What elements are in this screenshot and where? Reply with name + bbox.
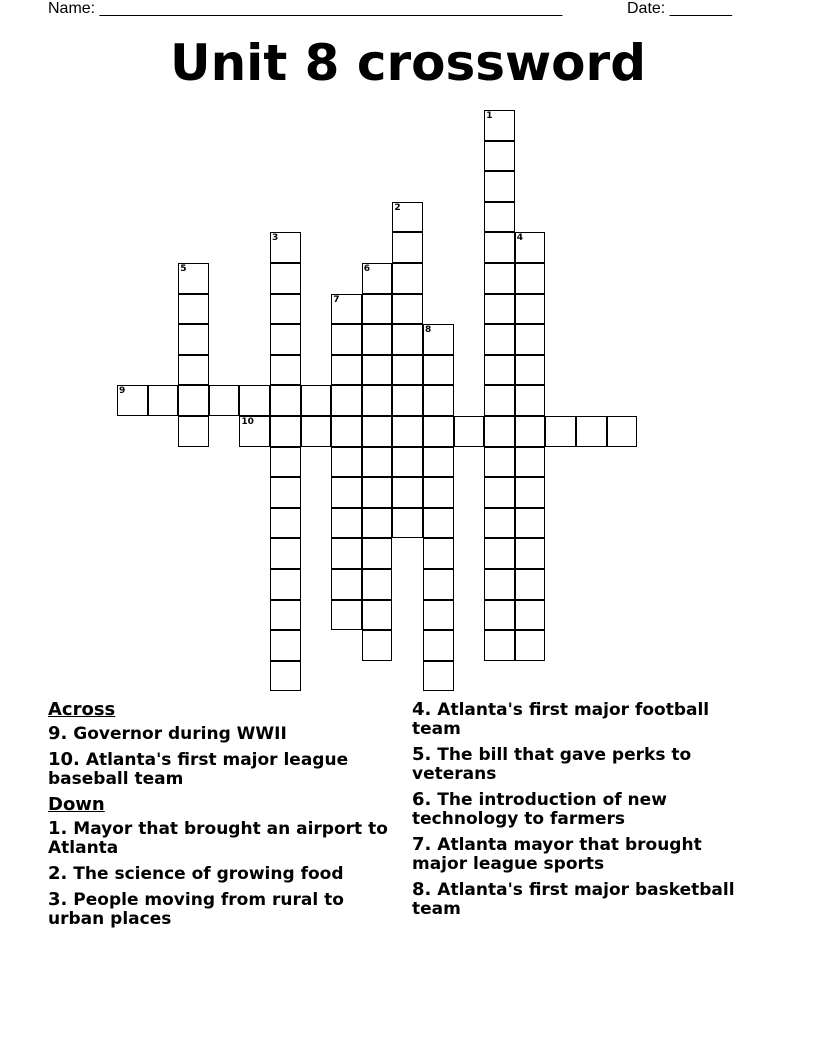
grid-cell[interactable] [270, 355, 301, 386]
grid-cell[interactable] [331, 538, 362, 569]
grid-cell[interactable] [484, 416, 515, 447]
clue-down-2 [48, 864, 388, 884]
grid-cell[interactable] [484, 600, 515, 631]
grid-cell[interactable] [270, 416, 301, 447]
grid-cell[interactable] [484, 263, 515, 294]
grid-cell[interactable] [392, 385, 423, 416]
page-title: Unit 8 crossword [169, 34, 646, 92]
clue-number: 10. [48, 749, 80, 770]
grid-cell[interactable] [362, 508, 393, 539]
grid-cell[interactable] [270, 385, 301, 416]
grid-cell[interactable] [515, 630, 546, 661]
grid-cell[interactable] [362, 416, 393, 447]
grid-cell[interactable] [484, 294, 515, 325]
grid-cell[interactable] [331, 355, 362, 386]
grid-cell[interactable] [423, 630, 454, 661]
clue-text: Atlanta's first major basketball team [412, 880, 735, 919]
grid-cell[interactable] [423, 447, 454, 478]
grid-cell[interactable] [423, 385, 454, 416]
grid-cell[interactable] [178, 294, 209, 325]
grid-cell[interactable] [392, 324, 423, 355]
grid-cell[interactable] [423, 569, 454, 600]
grid-cell[interactable] [301, 385, 332, 416]
grid-cell[interactable] [362, 569, 393, 600]
clue-down-6 [412, 790, 752, 829]
clue-number: 8. [412, 879, 432, 900]
cell-number: 8 [425, 325, 432, 336]
grid-cell[interactable] [515, 355, 546, 386]
grid-cell[interactable] [178, 416, 209, 447]
grid-cell[interactable] [239, 385, 270, 416]
clue-down-4 [412, 700, 752, 739]
grid-cell[interactable] [423, 324, 454, 355]
clue-number: 2. [48, 863, 68, 884]
cell-number: 6 [363, 264, 371, 274]
clue-down-5 [412, 745, 752, 784]
clue-number: 9. [48, 723, 68, 744]
grid-cell[interactable] [362, 477, 393, 508]
clues-right-column [412, 700, 752, 925]
grid-cell[interactable] [362, 355, 393, 386]
grid-cell[interactable] [331, 508, 362, 539]
grid-cell[interactable] [362, 324, 393, 355]
grid-cell[interactable] [178, 324, 209, 355]
grid-cell[interactable] [392, 232, 423, 263]
grid-cell[interactable] [484, 355, 515, 386]
grid-cell[interactable] [515, 600, 546, 631]
grid-cell[interactable] [178, 355, 209, 386]
clue-down-1 [48, 819, 388, 858]
grid-cell[interactable] [362, 447, 393, 478]
clue-across-10 [48, 750, 388, 789]
grid-cell[interactable] [484, 385, 515, 416]
grid-cell[interactable] [270, 630, 301, 661]
grid-cell[interactable] [362, 385, 393, 416]
clue-number: 7. [412, 834, 432, 855]
grid-cell[interactable] [362, 538, 393, 569]
grid-cell[interactable] [331, 447, 362, 478]
grid-cell[interactable] [607, 416, 638, 447]
grid-cell[interactable] [515, 232, 546, 263]
grid-cell[interactable] [515, 416, 546, 447]
grid-cell[interactable] [392, 508, 423, 539]
grid-cell[interactable] [484, 447, 515, 478]
grid-cell[interactable] [362, 600, 393, 631]
grid-cell[interactable] [484, 171, 515, 202]
clue-text: People moving from rural to urban places [48, 890, 344, 929]
clue-number: 5. [412, 744, 432, 765]
clue-number: 4. [412, 699, 432, 720]
grid-cell[interactable] [484, 630, 515, 661]
clue-number: 1. [48, 818, 68, 839]
grid-cell[interactable] [209, 385, 240, 416]
grid-cell[interactable] [117, 385, 148, 416]
grid-cell[interactable] [545, 416, 576, 447]
grid-cell[interactable] [270, 232, 301, 263]
grid-cell[interactable] [239, 416, 270, 447]
grid-cell[interactable] [178, 263, 209, 294]
grid-cell[interactable] [423, 477, 454, 508]
name-field[interactable]: Name: ____________________________________________________ [48, 0, 563, 17]
grid-cell[interactable] [270, 324, 301, 355]
clues-left-column [48, 700, 388, 935]
grid-cell[interactable] [515, 385, 546, 416]
grid-cell[interactable] [392, 294, 423, 325]
grid-cell[interactable] [301, 416, 332, 447]
grid-cell[interactable] [331, 416, 362, 447]
grid-cell[interactable] [392, 447, 423, 478]
cell-number: 5 [180, 264, 187, 274]
grid-cell[interactable] [484, 202, 515, 233]
date-field[interactable]: Date: _______ [627, 0, 732, 17]
grid-cell[interactable] [270, 538, 301, 569]
grid-cell[interactable] [484, 477, 515, 508]
cell-number: 3 [272, 233, 279, 244]
cell-number: 9 [119, 386, 126, 397]
grid-cell[interactable] [515, 324, 546, 355]
grid-cell[interactable] [331, 385, 362, 416]
grid-cell[interactable] [423, 661, 454, 692]
clue-text: Mayor that brought an airport to Atlanta [48, 819, 388, 858]
clue-text: Governor during WWII [73, 724, 287, 744]
grid-cell[interactable] [423, 416, 454, 447]
grid-cell[interactable] [484, 569, 515, 600]
grid-cell[interactable] [484, 508, 515, 539]
grid-cell[interactable] [515, 508, 546, 539]
clue-number: 6. [412, 789, 432, 810]
grid-cell[interactable] [331, 324, 362, 355]
cell-number: 4 [516, 233, 524, 244]
grid-cell[interactable] [423, 600, 454, 631]
grid-cell[interactable] [484, 110, 515, 141]
grid-cell[interactable] [362, 263, 393, 294]
cell-number: 2 [394, 202, 401, 213]
grid-cell[interactable] [484, 141, 515, 172]
clue-across-9 [48, 724, 388, 744]
grid-cell[interactable] [484, 232, 515, 263]
grid-cell[interactable] [270, 508, 301, 539]
grid-cell[interactable] [270, 661, 301, 692]
grid-cell[interactable] [515, 477, 546, 508]
grid-cell[interactable] [515, 538, 546, 569]
grid-cell[interactable] [392, 263, 423, 294]
grid-cell[interactable] [331, 600, 362, 631]
grid-cell[interactable] [423, 538, 454, 569]
grid-cell[interactable] [484, 324, 515, 355]
across-heading: Across [48, 699, 116, 720]
clue-text: Atlanta's first major league baseball team [48, 750, 349, 789]
clue-text: The science of growing food [73, 864, 344, 884]
clue-text: Atlanta mayor that brought major league sports [412, 835, 702, 874]
grid-cell[interactable] [270, 263, 301, 294]
grid-cell[interactable] [331, 477, 362, 508]
down-heading: Down [48, 794, 105, 815]
clue-text: The bill that gave perks to veterans [412, 745, 692, 784]
grid-cell[interactable] [423, 355, 454, 386]
grid-cell[interactable] [331, 569, 362, 600]
grid-cell[interactable] [484, 538, 515, 569]
grid-cell[interactable] [515, 294, 546, 325]
grid-cell[interactable] [178, 385, 209, 416]
grid-cell[interactable] [423, 508, 454, 539]
grid-cell[interactable] [331, 294, 362, 325]
grid-cell[interactable] [515, 263, 546, 294]
cell-number: 7 [333, 294, 340, 305]
grid-cell[interactable] [270, 569, 301, 600]
grid-cell[interactable] [515, 569, 546, 600]
grid-cell[interactable] [576, 416, 607, 447]
grid-cell[interactable] [270, 294, 301, 325]
grid-cell[interactable] [362, 294, 393, 325]
grid-cell[interactable] [270, 600, 301, 631]
clue-down-3 [48, 890, 388, 929]
grid-cell[interactable] [392, 202, 423, 233]
grid-cell[interactable] [362, 630, 393, 661]
grid-cell[interactable] [392, 477, 423, 508]
grid-cell[interactable] [148, 385, 179, 416]
grid-cell[interactable] [270, 477, 301, 508]
grid-cell[interactable] [454, 416, 485, 447]
grid-cell[interactable] [392, 355, 423, 386]
cell-number: 10 [241, 417, 254, 427]
grid-cell[interactable] [515, 447, 546, 478]
clue-down-7 [412, 835, 752, 874]
clue-text: The introduction of new technology to farmers [412, 790, 667, 829]
grid-cell[interactable] [270, 447, 301, 478]
clue-number: 3. [48, 889, 68, 910]
clue-down-8 [412, 880, 752, 919]
grid-cell[interactable] [392, 416, 423, 447]
clue-text: Atlanta's first major football team [412, 700, 710, 739]
cell-number: 1 [486, 111, 493, 121]
